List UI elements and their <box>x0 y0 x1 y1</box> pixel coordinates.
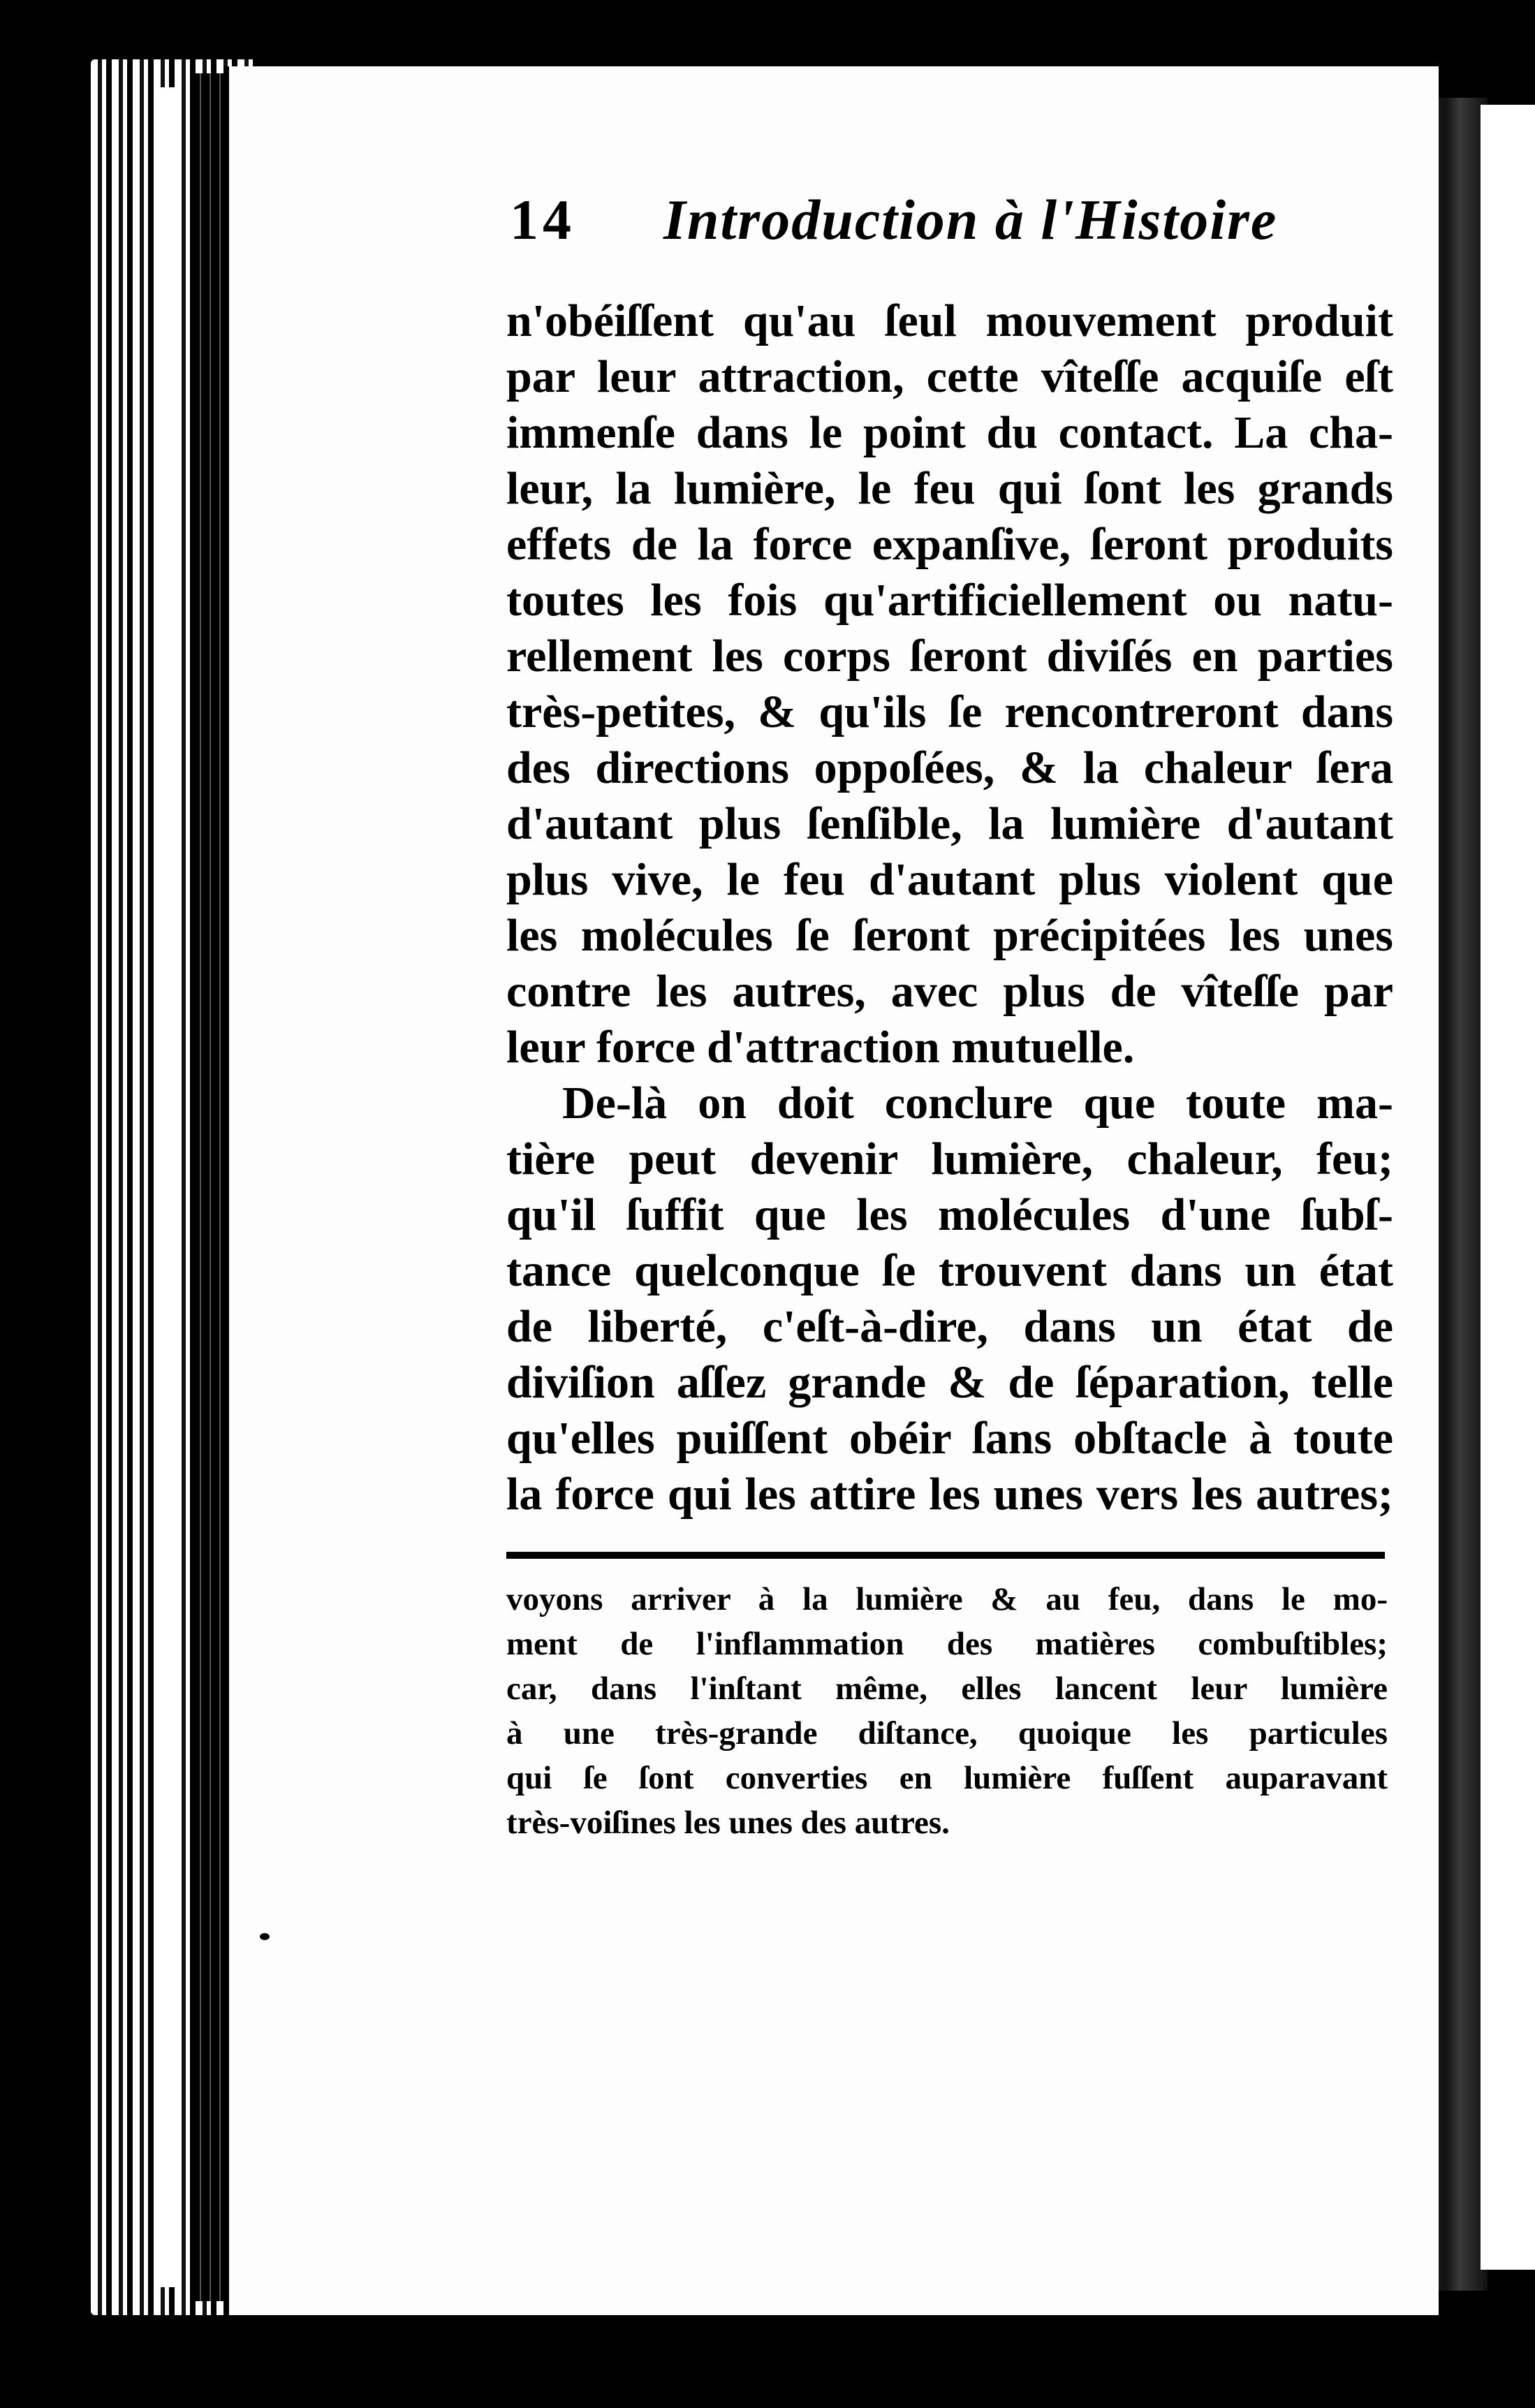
text-line: des directions oppoſées, & la chaleur ſera <box>506 742 1393 793</box>
text-line: contre les autres, avec plus de vîteſſe par <box>506 966 1393 1017</box>
text-line: toutes les fois qu'artificiellement ou natu- <box>506 575 1393 626</box>
text-line: par leur attraction, cette vîteſſe acquiſe eſt <box>506 351 1393 402</box>
text-line: tière peut devenir lumière, chaleur, feu; <box>506 1133 1393 1184</box>
footnote-line: car, dans l'inſtant même, elles lancent leur lumière <box>506 1671 1388 1707</box>
text-line: immenſe dans le point du contact. La cha- <box>506 407 1393 458</box>
text-line: de liberté, c'eſt-à-dire, dans un état de <box>506 1301 1393 1352</box>
footnote-line: qui ſe ſont converties en lumière fuſſent auparavant <box>506 1760 1388 1796</box>
text-line: qu'il ſuffit que les molécules d'une ſubſ- <box>506 1189 1393 1240</box>
page-edge-highlight <box>154 87 182 2287</box>
footnote-last-line: très-voiſines les unes des autres. <box>506 1805 950 1841</box>
text-line: leur, la lumière, le feu qui ſont les grands <box>506 463 1393 514</box>
body-text <box>506 293 1393 1522</box>
footnote-line: ment de l'inflammation des matières combuſtibles; <box>506 1626 1388 1662</box>
footnote-line: à une très-grande diſtance, quoique les particules <box>506 1715 1388 1752</box>
text-line: très-petites, & qu'ils ſe rencontreront dans <box>506 687 1393 737</box>
ink-speck <box>260 1933 270 1940</box>
text-line: plus vive, le feu d'autant plus violent que <box>506 854 1393 905</box>
page-number: 14 <box>510 188 575 251</box>
footnote-line: voyons arriver à la lumière & au feu, dans le mo- <box>506 1581 1388 1617</box>
text-line: diviſion aſſez grande & de ſéparation, telle <box>506 1357 1393 1408</box>
text-line: la force qui les attire les unes vers les autres; <box>506 1469 1393 1520</box>
text-line: n'obéiſſent qu'au ſeul mouvement produit <box>506 295 1393 346</box>
running-head <box>293 187 1383 264</box>
text-line: effets de la force expanſive, ſeront produits <box>506 519 1393 570</box>
text-line: d'autant plus ſenſible, la lumière d'autant <box>506 798 1393 849</box>
facing-page-edge <box>1481 105 1535 2270</box>
footnote <box>506 1577 1388 1845</box>
text-line: rellement les corps ſeront diviſés en parties <box>506 631 1393 682</box>
footnote-rule <box>506 1552 1385 1559</box>
text-line: qu'elles puiſſent obéir ſans obſtacle à toute <box>506 1413 1393 1464</box>
paragraph-end-line: leur force d'attraction mutuelle. <box>506 1022 1135 1073</box>
text-line: les molécules ſe ſeront précipitées les unes <box>506 910 1393 961</box>
paragraph-start-line: De-là on doit conclure que toute ma- <box>562 1078 1393 1129</box>
text-line: tance quelconque ſe trouvent dans un état <box>506 1245 1393 1296</box>
running-title: Introduction à l'Histoire <box>663 188 1278 251</box>
